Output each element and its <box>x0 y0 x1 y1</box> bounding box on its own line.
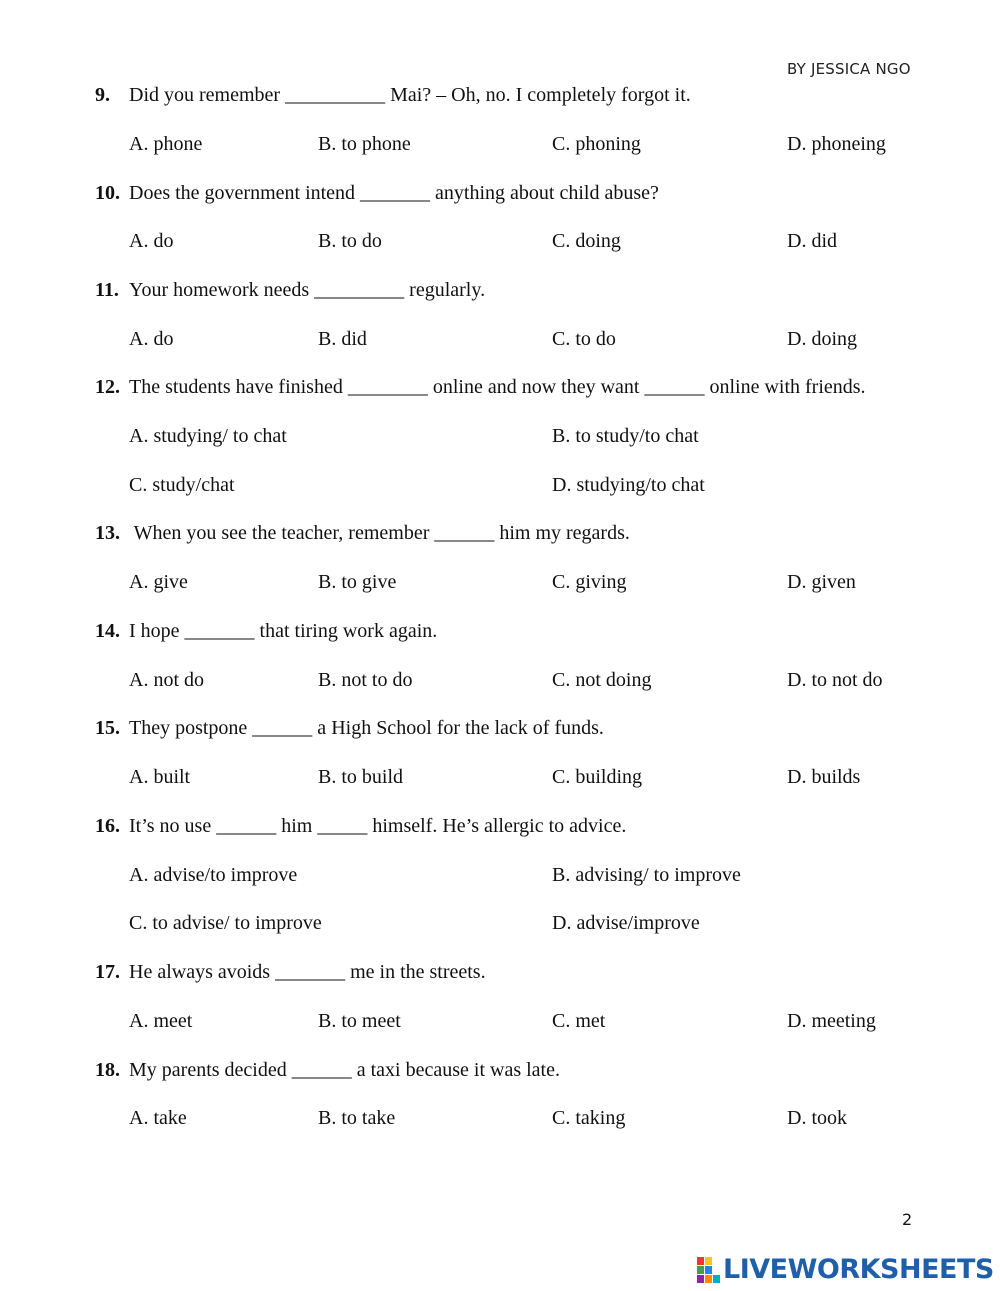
option-b[interactable]: B. not to do <box>318 669 413 691</box>
option-a[interactable]: A. not do <box>129 669 204 691</box>
question-number: 10. <box>95 182 120 204</box>
option-a[interactable]: A. built <box>129 766 191 788</box>
question-text: Did you remember __________ Mai? – Oh, no. I completely forgot it. <box>129 84 691 106</box>
author-credit: BY JESSICA NGO <box>787 60 911 78</box>
question-number: 12. <box>95 376 120 398</box>
question-10 <box>95 179 955 207</box>
brand-name: LIVEWORKSHEETS <box>723 1254 994 1285</box>
question-number: 13. <box>95 522 120 544</box>
liveworksheets-logo[interactable] <box>697 1253 997 1287</box>
option-a[interactable]: A. advise/to improve <box>129 864 298 886</box>
question-number: 16. <box>95 815 120 837</box>
option-b[interactable]: B. to phone <box>318 133 411 155</box>
question-15 <box>95 714 955 742</box>
question-number: 14. <box>95 620 120 642</box>
options-12-row2 <box>95 471 955 499</box>
logo-blocks-icon <box>697 1257 721 1283</box>
option-d[interactable]: D. did <box>787 230 837 252</box>
option-d[interactable]: D. meeting <box>787 1010 876 1032</box>
option-c[interactable]: C. taking <box>552 1107 626 1129</box>
options-16-row2 <box>95 909 955 937</box>
question-9 <box>95 81 955 109</box>
option-b[interactable]: B. advising/ to improve <box>552 864 741 886</box>
option-c[interactable]: C. to advise/ to improve <box>129 912 322 934</box>
question-12 <box>95 373 955 401</box>
option-d[interactable]: D. given <box>787 571 856 593</box>
option-d[interactable]: D. to not do <box>787 669 883 691</box>
option-b[interactable]: B. to meet <box>318 1010 401 1032</box>
question-13 <box>95 519 955 547</box>
question-text: It’s no use ______ him _____ himself. He’s allergic to advice. <box>129 815 627 837</box>
question-text: They postpone ______ a High School for the lack of funds. <box>129 717 604 739</box>
question-16 <box>95 812 955 840</box>
options-12-row1 <box>95 422 955 450</box>
question-text: He always avoids _______ me in the streets. <box>129 961 486 983</box>
question-11 <box>95 276 955 304</box>
options-18 <box>95 1104 955 1132</box>
option-c[interactable]: C. building <box>552 766 643 788</box>
question-text: Does the government intend _______ anything about child abuse? <box>129 182 659 204</box>
option-a[interactable]: A. do <box>129 328 174 350</box>
options-11 <box>95 325 955 353</box>
option-d[interactable]: D. builds <box>787 766 861 788</box>
question-18 <box>95 1056 955 1084</box>
option-c[interactable]: C. not doing <box>552 669 652 691</box>
question-text: The students have finished ________ online and now they want ______ online with friends. <box>129 376 866 398</box>
option-a[interactable]: A. do <box>129 230 174 252</box>
option-d[interactable]: D. doing <box>787 328 857 350</box>
option-a[interactable]: A. phone <box>129 133 203 155</box>
question-17 <box>95 958 955 986</box>
option-d[interactable]: D. advise/improve <box>552 912 700 934</box>
options-16-row1 <box>95 861 955 889</box>
option-b[interactable]: B. to build <box>318 766 404 788</box>
option-c[interactable]: C. phoning <box>552 133 641 155</box>
question-number: 18. <box>95 1059 120 1081</box>
option-b[interactable]: B. to give <box>318 571 397 593</box>
option-b[interactable]: B. did <box>318 328 367 350</box>
options-17 <box>95 1007 955 1035</box>
question-text: When you see the teacher, remember ______ him my regards. <box>129 522 630 544</box>
option-c[interactable]: C. to do <box>552 328 616 350</box>
option-d[interactable]: D. studying/to chat <box>552 474 705 496</box>
option-b[interactable]: B. to study/to chat <box>552 425 699 447</box>
options-9 <box>95 130 955 158</box>
options-13 <box>95 568 955 596</box>
option-a[interactable]: A. give <box>129 571 188 593</box>
options-14 <box>95 666 955 694</box>
option-d[interactable]: D. phoneing <box>787 133 886 155</box>
option-b[interactable]: B. to take <box>318 1107 396 1129</box>
question-text: Your homework needs _________ regularly. <box>129 279 486 301</box>
option-a[interactable]: A. studying/ to chat <box>129 425 287 447</box>
options-15 <box>95 763 955 791</box>
question-number: 17. <box>95 961 120 983</box>
question-text: My parents decided ______ a taxi because it was late. <box>129 1059 560 1081</box>
question-number: 15. <box>95 717 120 739</box>
question-14 <box>95 617 955 645</box>
option-c[interactable]: C. met <box>552 1010 606 1032</box>
option-c[interactable]: C. doing <box>552 230 621 252</box>
question-text: I hope _______ that tiring work again. <box>129 620 438 642</box>
question-number: 11. <box>95 279 119 301</box>
option-b[interactable]: B. to do <box>318 230 382 252</box>
page-number: 2 <box>902 1210 913 1229</box>
option-a[interactable]: A. meet <box>129 1010 193 1032</box>
question-number: 9. <box>95 84 110 106</box>
option-a[interactable]: A. take <box>129 1107 187 1129</box>
option-c[interactable]: C. study/chat <box>129 474 235 496</box>
option-d[interactable]: D. took <box>787 1107 847 1129</box>
options-10 <box>95 227 955 255</box>
option-c[interactable]: C. giving <box>552 571 627 593</box>
